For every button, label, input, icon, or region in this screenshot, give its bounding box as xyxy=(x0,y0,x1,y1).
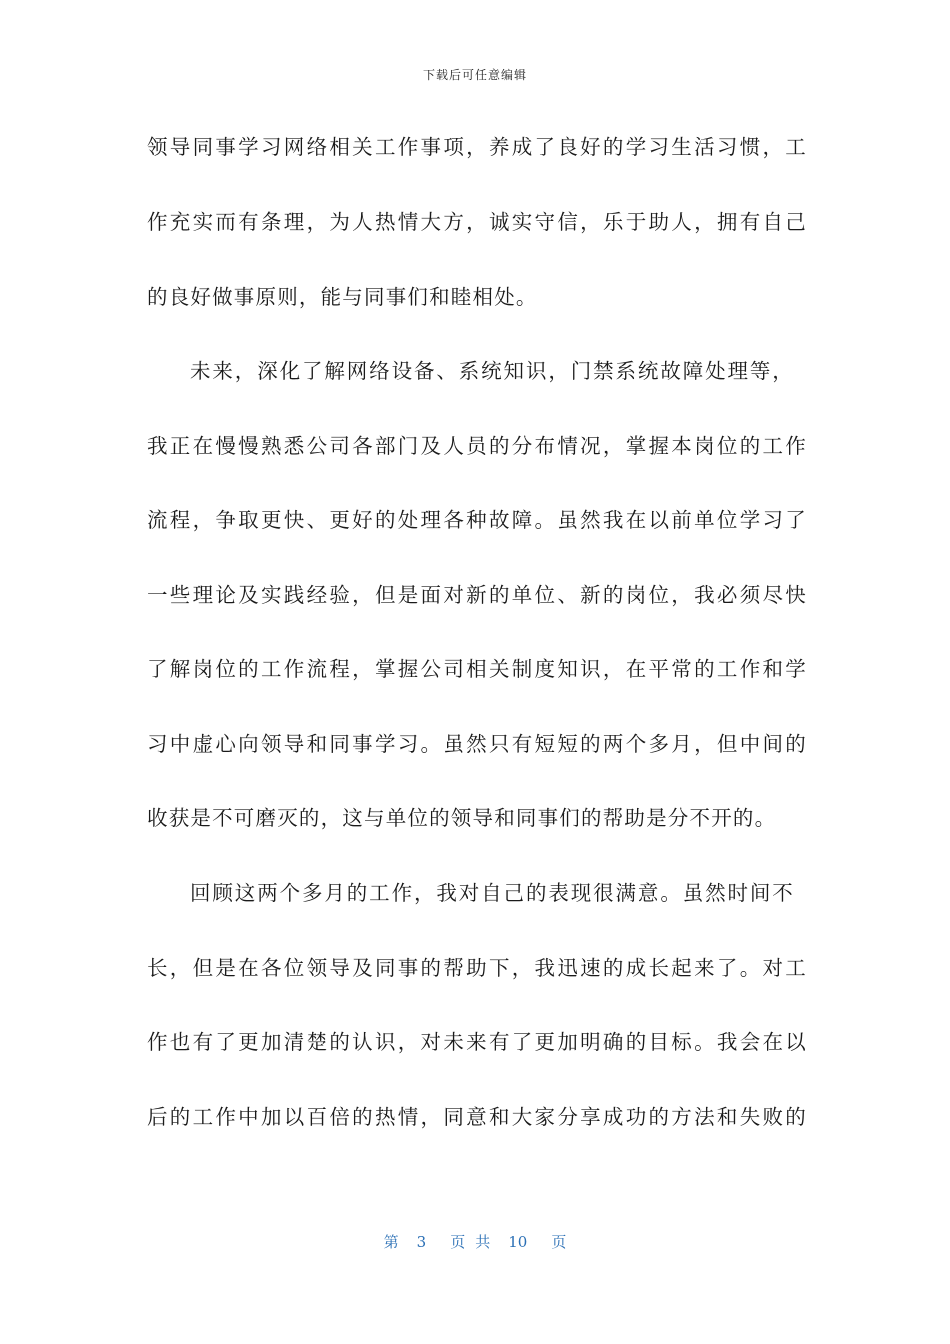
paragraph-2-line-4: 一些理论及实践经验，但是面对新的单位、新的岗位，我必须尽快 xyxy=(147,583,807,607)
paragraph-2-line-7: 收获是不可磨灭的，这与单位的领导和同事们的帮助是分不开的。 xyxy=(147,806,777,830)
paragraph-1-line-1: 领导同事学习网络相关工作事项，养成了良好的学习生活习惯，工 xyxy=(147,135,807,159)
paragraph-3-line-3: 作也有了更加清楚的认识，对未来有了更加明确的目标。我会在以 xyxy=(147,1030,807,1054)
paragraph-2-line-5: 了解岗位的工作流程，掌握公司相关制度知识，在平常的工作和学 xyxy=(147,657,807,681)
paragraph-3-line-4: 后的工作中加以百倍的热情，同意和大家分享成功的方法和失败的 xyxy=(147,1105,807,1129)
paragraph-2-line-1: 未来，深化了解网络设备、系统知识，门禁系统故障处理等， xyxy=(190,359,794,383)
page-footer xyxy=(0,1231,950,1252)
paragraph-3-line-1: 回顾这两个多月的工作，我对自己的表现很满意。虽然时间不 xyxy=(190,881,794,905)
footer-suffix: 页 xyxy=(551,1233,567,1251)
page-header: 下载后可任意编辑 xyxy=(422,68,527,82)
footer-prefix: 第 xyxy=(383,1233,399,1251)
footer-middle: 页共 xyxy=(450,1233,501,1251)
paragraph-2-line-3: 流程，争取更快、更好的处理各种故障。虽然我在以前单位学习了 xyxy=(147,508,807,532)
paragraph-2-line-2: 我正在慢慢熟悉公司各部门及人员的分布情况，掌握本岗位的工作 xyxy=(147,434,807,458)
paragraph-1-line-2: 作充实而有条理，为人热情大方，诚实守信，乐于助人，拥有自己 xyxy=(147,210,807,234)
paragraph-1-line-3: 的良好做事原则，能与同事们和睦相处。 xyxy=(147,285,538,309)
footer-total-pages: 10 xyxy=(508,1233,528,1251)
footer-current-page: 3 xyxy=(416,1233,427,1251)
paragraph-3-line-2: 长，但是在各位领导及同事的帮助下，我迅速的成长起来了。对工 xyxy=(147,956,807,980)
paragraph-2-line-6: 习中虚心向领导和同事学习。虽然只有短短的两个多月，但中间的 xyxy=(147,732,807,756)
